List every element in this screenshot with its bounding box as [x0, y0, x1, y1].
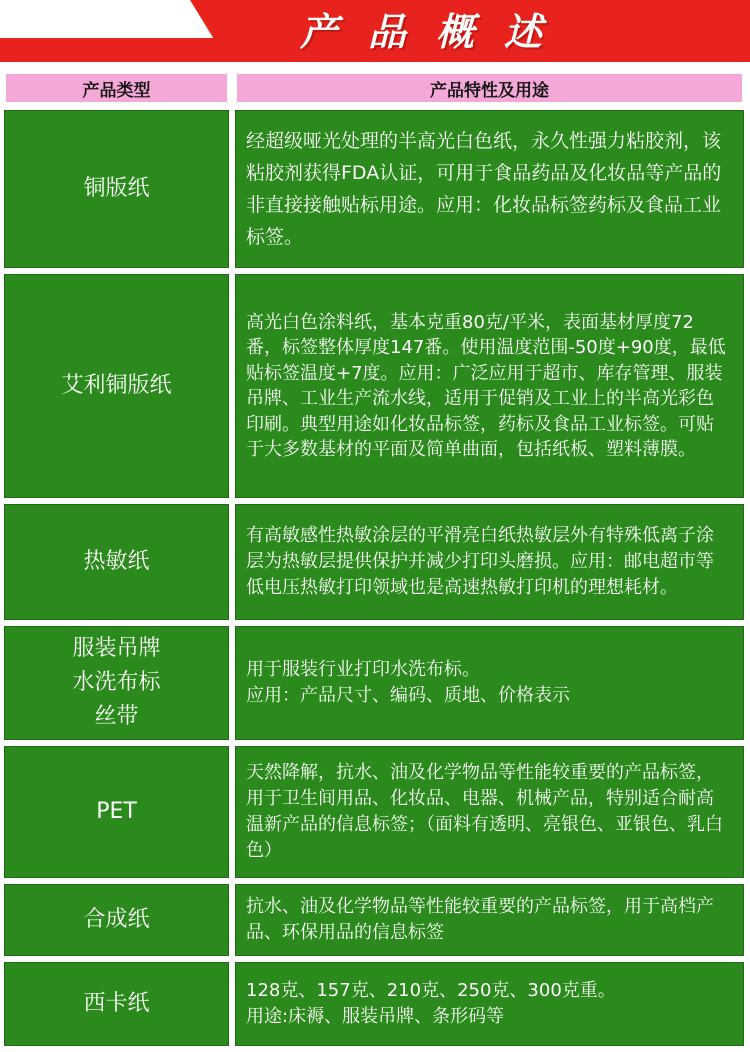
product-desc-cell — [235, 884, 744, 956]
product-desc-text: 经超级哑光处理的半高光白色纸，永久性强力粘胶剂，该粘胶剂获得FDA认证，可用于食品药品及化妆品等产品的非直接接触贴标用途。应用：化妆品标签药标及食品工业标签。 — [246, 130, 722, 248]
product-desc-cell — [235, 746, 744, 878]
product-type-cell: 西卡纸 — [4, 962, 229, 1046]
product-type-cell: 艾利铜版纸 — [4, 274, 229, 498]
product-desc-cell — [235, 626, 744, 740]
table-header-row — [4, 72, 744, 104]
product-type-cell: PET — [4, 746, 229, 878]
table-row — [4, 110, 744, 268]
header-banner — [0, 0, 750, 62]
page-title: 产品概述 — [300, 10, 573, 54]
product-desc-cell — [235, 274, 744, 498]
product-desc-cell — [235, 110, 744, 268]
column-header-type: 产品类型 — [4, 72, 229, 104]
product-type-cell: 服装吊牌 水洗布标 丝带 — [4, 626, 229, 740]
product-desc-text: 用于服装行业打印水洗布标。 应用：产品尺寸、编码、质地、价格表示 — [246, 659, 570, 706]
table-row — [4, 504, 744, 620]
product-type-cell: 合成纸 — [4, 884, 229, 956]
product-type-cell: 热敏纸 — [4, 504, 229, 620]
product-type-cell: 铜版纸 — [4, 110, 229, 268]
product-desc-text: 高光白色涂料纸，基本克重80克/平米，表面基材厚度72番，标签整体厚度147番。使用温度范围-50度+90度，最低贴标签温度+7度。应用：广泛应用于超市、库存管理、服装吊牌、工业生产流水线，适用于促销及工业上的半高光彩色印刷。典型用途如化妆品标签，药标及食品工业标签。可贴于大多数基材的平面及简单曲面，包括纸板、塑料薄膜。 — [246, 311, 726, 460]
table-row — [4, 884, 744, 956]
product-desc-cell — [235, 504, 744, 620]
product-desc-text: 有高敏感性热敏涂层的平滑亮白纸热敏层外有特殊低离子涂层为热敏层提供保护并减少打印头磨损。应用：邮电超市等低电压热敏打印领域也是高速热敏打印机的理想耗材。 — [246, 525, 714, 598]
column-header-desc: 产品特性及用途 — [235, 72, 744, 104]
table-row — [4, 274, 744, 498]
product-desc-cell — [235, 962, 744, 1046]
product-desc-text: 128克、157克、210克、250克、300克重。 用途:床褥、服装吊牌、条形码等 — [246, 980, 616, 1027]
table-row — [4, 626, 744, 740]
product-table — [4, 72, 744, 1052]
table-row — [4, 746, 744, 878]
product-desc-text: 抗水、油及化学物品等性能较重要的产品标签，用于高档产品、环保用品的信息标签 — [246, 896, 714, 943]
product-desc-text: 天然降解，抗水、油及化学物品等性能较重要的产品标签，用于卫生间用品、化妆品、电器、机械产品，特别适合耐高温新产品的信息标签；（面料有透明、亮银色、亚银色、乳白色） — [246, 762, 723, 861]
table-row — [4, 962, 744, 1046]
